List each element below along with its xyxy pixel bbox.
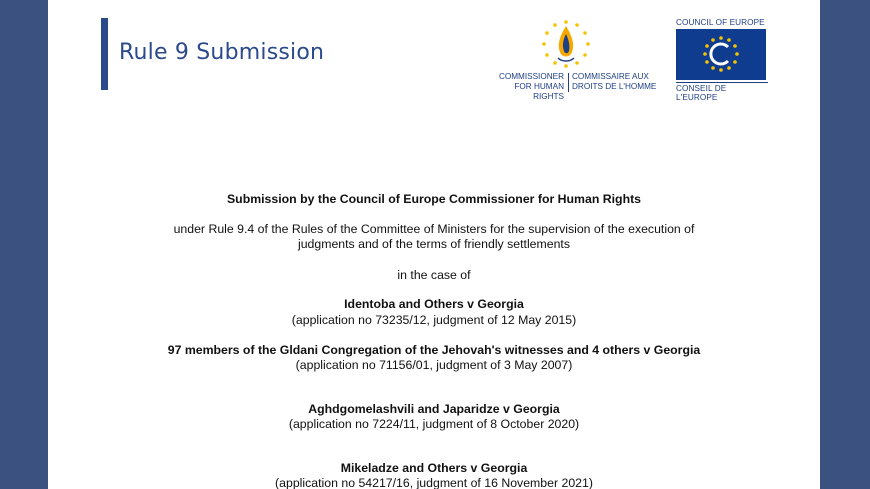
case-details: (application no 73235/12, judgment of 12 May 2015) [291,313,577,327]
submission-subheading-line1: under Rule 9.4 of the Rules of the Committee of Ministers for the supervision of the execution of [173,222,695,236]
case-details: (application no 54217/16, judgment of 16 November 2021) [275,476,593,489]
commissioner-logo [488,18,658,101]
title-accent-bar [101,18,108,90]
council-of-europe-logo [676,18,771,102]
case-details: (application no 7224/11, judgment of 8 October 2020) [288,417,580,431]
document-page [48,0,820,489]
coe-flag [676,29,766,80]
coe-name-fr: CONSEIL DE L'EUROPE [676,82,768,102]
case-name: Identoba and Others v Georgia [344,297,524,311]
commissioner-name-fr-line1: COMMISSAIRE AUX [572,72,649,81]
commissioner-name-en-line2: FOR HUMAN RIGHTS [514,82,564,101]
submission-heading: Submission by the Council of Europe Commissioner for Human Rights [226,192,642,206]
case-name: 97 members of the Gldani Congregation of the Jehovah's witnesses and 4 others v Georgia [167,343,701,357]
commissioner-name-fr [572,72,662,92]
submission-subheading-line2: judgments and of the terms of friendly settlements [297,237,571,251]
coe-name-en: COUNCIL OF EUROPE [676,18,765,27]
case-name: Aghdgomelashvili and Japaridze v Georgia [308,402,560,416]
case-intro: in the case of [397,268,471,282]
coe-star-ring [703,36,739,72]
commissioner-name-en [488,72,564,102]
case-name: Mikeladze and Others v Georgia [340,461,528,475]
commissioner-name-fr-line2: DROITS DE L'HOMME [572,82,657,91]
case-details: (application no 71156/01, judgment of 3 May 2007) [295,358,573,372]
page-title: Rule 9 Submission [119,40,325,65]
commissioner-flame-emblem-icon [538,18,594,72]
logo-divider [568,73,569,92]
coe-stars-c-icon [676,29,766,80]
commissioner-name-en-line1: COMMISSIONER [498,72,564,81]
